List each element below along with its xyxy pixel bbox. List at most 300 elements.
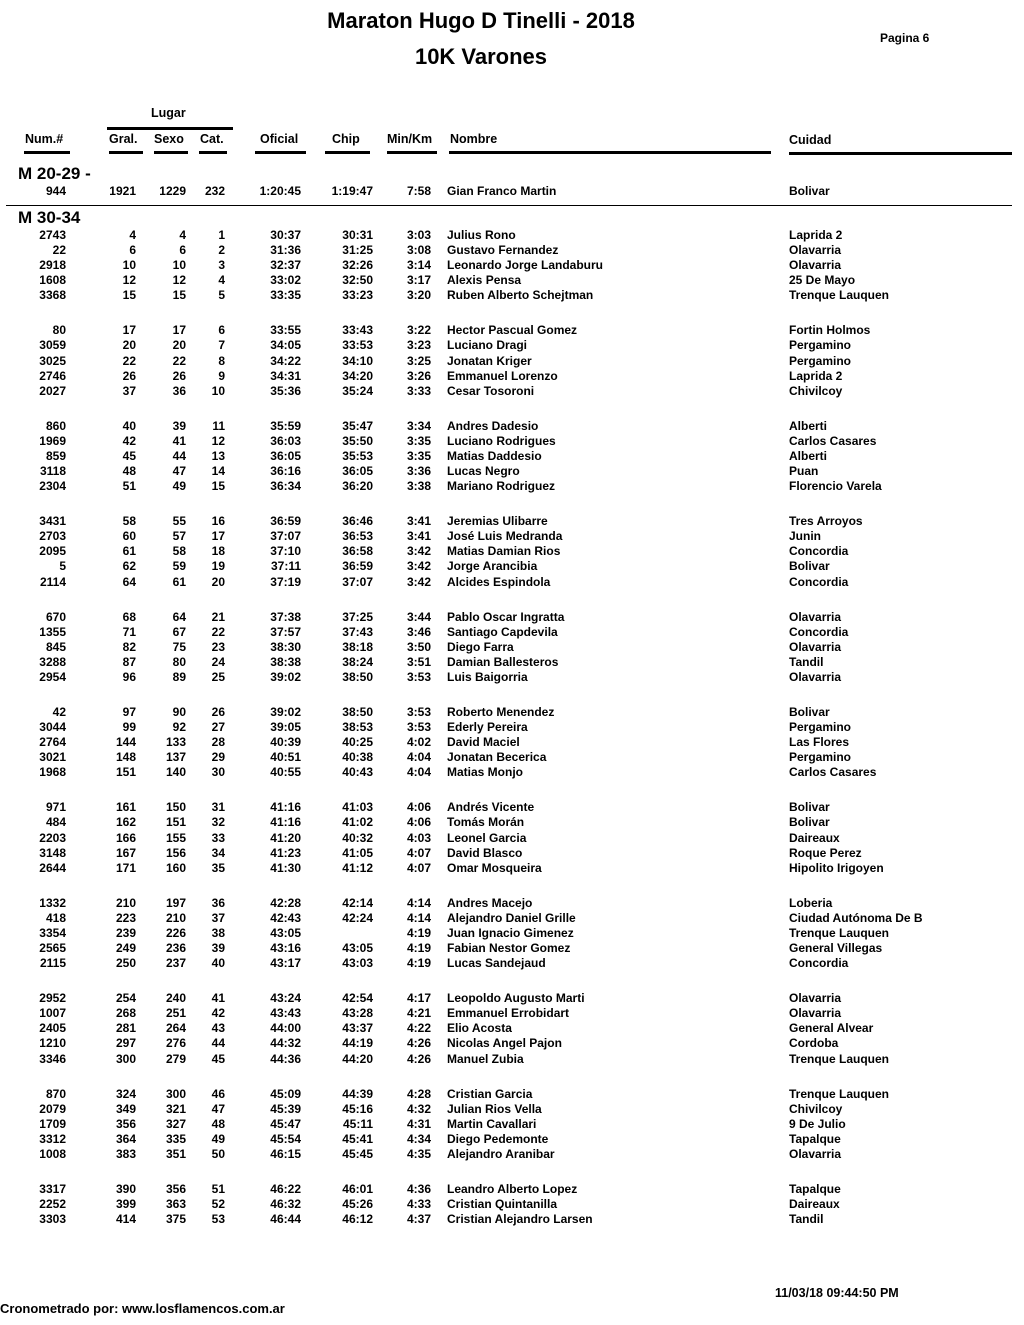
bib-number: 1007 [39,1006,66,1021]
official-time: 41:20 [270,830,301,845]
place-gender: 236 [165,941,186,956]
official-time: 35:36 [270,383,301,398]
pace: 3:41 [406,529,431,544]
place-gender: 36 [172,383,186,398]
table-row [0,670,1024,685]
table-row [0,434,1024,449]
place-gender: 155 [165,830,186,845]
official-time: 33:35 [270,288,301,303]
place-category: 44 [211,1036,225,1051]
place-category: 37 [211,910,225,925]
bib-number: 418 [45,910,66,925]
pace: 4:07 [406,845,431,860]
table-row [0,861,1024,876]
table-row [0,384,1024,399]
pace: 4:35 [406,1146,431,1161]
place-gender: 75 [172,639,186,654]
runner-city: Daireaux [789,1197,840,1212]
place-gender: 1229 [159,184,186,198]
place-category: 53 [211,1212,225,1227]
header-gral: Gral. [109,132,138,146]
runner-city: Florencio Varela [789,479,882,494]
place-overall: 10 [122,258,136,273]
table-row [0,831,1024,846]
place-category: 4 [218,273,225,288]
official-time: 46:22 [270,1182,301,1196]
pace: 3:42 [406,544,431,559]
bib-number: 2703 [39,529,66,544]
runner-name: Jonatan Kriger [447,353,532,368]
runner-city: Carlos Casares [789,433,877,448]
place-category: 34 [211,845,225,860]
bib-number: 3044 [39,720,66,735]
runner-name: Emmanuel Lorenzo [447,368,558,383]
pace: 4:07 [406,860,431,875]
official-time: 39:02 [270,705,301,719]
bib-number: 3021 [39,750,66,765]
official-time: 43:43 [270,1006,301,1021]
place-overall: 96 [122,669,136,684]
table-row [0,559,1024,574]
place-category: 13 [211,448,225,463]
runner-name: Martin Cavallari [447,1116,537,1131]
place-gender: 197 [165,895,186,910]
place-gender: 335 [165,1131,186,1146]
place-overall: 171 [115,860,136,875]
place-category: 31 [211,800,225,815]
chip-time: 46:01 [342,1182,373,1196]
official-time: 42:43 [270,910,301,925]
place-overall: 349 [115,1101,136,1116]
official-time: 45:39 [270,1101,301,1116]
chip-time: 35:50 [342,433,373,448]
header-num: Num.# [25,132,64,146]
place-gender: 210 [165,910,186,925]
place-gender: 150 [165,800,186,815]
bib-number: 3312 [39,1131,66,1146]
place-gender: 90 [172,705,186,719]
official-time: 36:05 [270,448,301,463]
official-time: 37:38 [270,609,301,624]
bib-number: 3431 [39,514,66,529]
runner-name: Nicolas Angel Pajon [447,1036,562,1051]
official-time: 46:15 [270,1146,301,1161]
official-time: 43:24 [270,991,301,1006]
place-category: 39 [211,941,225,956]
official-time: 43:17 [270,956,301,971]
table-row [0,815,1024,830]
table-row [0,184,1024,199]
official-time: 31:36 [270,243,301,258]
pace: 3:46 [406,624,431,639]
runner-name: Cristian Garcia [447,1086,533,1101]
official-time: 41:16 [270,800,301,815]
runner-name: Luciano Dragi [447,338,528,353]
official-time: 44:32 [270,1036,301,1051]
bib-number: 1709 [39,1116,66,1131]
bib-number: 80 [52,323,66,338]
bib-number: 3354 [39,925,66,940]
place-category: 14 [211,464,225,479]
runner-name: David Blasco [447,845,523,860]
place-overall: 45 [122,448,136,463]
runner-city: Tandil [789,1212,824,1227]
runner-city: Cordoba [789,1036,839,1051]
place-overall: 87 [122,654,136,669]
runner-city: Las Flores [789,735,850,750]
place-gender: 12 [172,273,186,288]
place-overall: 40 [122,418,136,433]
pace: 3:14 [406,258,431,273]
runner-name: Pablo Oscar Ingratta [447,609,565,624]
official-time: 1:20:45 [259,184,301,198]
place-category: 24 [211,654,225,669]
place-gender: 20 [172,338,186,353]
place-overall: 281 [115,1021,136,1036]
chip-time: 31:25 [342,243,373,258]
chip-time: 37:07 [342,574,373,589]
table-row [0,991,1024,1006]
place-gender: 41 [172,433,186,448]
official-time: 46:44 [270,1212,301,1227]
table-row [0,273,1024,288]
place-category: 232 [204,184,225,198]
table-row [0,338,1024,353]
place-category: 22 [211,624,225,639]
table-row [0,514,1024,529]
table-row [0,625,1024,640]
place-gender: 55 [172,514,186,529]
runner-city: General Villegas [789,941,883,956]
table-row [0,911,1024,926]
header-nombre: Nombre [450,132,498,146]
place-overall: 4 [129,228,136,242]
runner-city: Roque Perez [789,845,862,860]
place-category: 32 [211,815,225,830]
runner-name: Santiago Capdevila [447,624,558,639]
place-category: 10 [211,383,225,398]
runner-name: Mariano Rodriguez [447,479,556,494]
place-overall: 48 [122,464,136,479]
table-row [0,1087,1024,1102]
runner-name: José Luis Medranda [447,529,563,544]
place-gender: 59 [172,559,186,574]
bib-number: 670 [45,609,66,624]
chip-time: 43:37 [342,1021,373,1036]
chip-time: 30:31 [342,228,373,242]
pace: 3:22 [406,323,431,338]
category-heading: M 20-29 - [18,164,91,183]
place-overall: 6 [129,243,136,258]
page-number: Pagina 6 [880,31,930,45]
chip-time: 43:03 [342,956,373,971]
header-lugar: Lugar [151,106,186,120]
bib-number: 42 [52,705,66,719]
bib-number: 2764 [39,735,66,750]
place-gender: 64 [172,609,186,624]
chip-time: 34:10 [342,353,373,368]
place-category: 35 [211,860,225,875]
chip-time: 42:54 [342,991,373,1006]
table-row [0,1117,1024,1132]
place-category: 9 [218,368,225,383]
place-overall: 364 [115,1131,136,1146]
runner-city: Trenque Lauquen [789,1086,890,1101]
chip-time: 44:19 [342,1036,373,1051]
table-row [0,896,1024,911]
chip-time: 40:43 [342,765,373,780]
pace: 3:23 [406,338,431,353]
runner-city: Bolivar [789,815,830,830]
place-overall: 26 [122,368,136,383]
table-row [0,705,1024,720]
runner-city: Bolivar [789,184,830,198]
place-overall: 414 [115,1212,136,1227]
official-time: 39:02 [270,669,301,684]
chip-time: 45:16 [342,1101,373,1116]
place-overall: 300 [115,1051,136,1066]
bib-number: 3288 [39,654,66,669]
place-overall: 161 [115,800,136,815]
place-category: 33 [211,830,225,845]
place-overall: 383 [115,1146,136,1161]
official-time: 38:38 [270,654,301,669]
bib-number: 2079 [39,1101,66,1116]
runner-city: Olavarria [789,669,842,684]
official-time: 43:05 [270,925,301,940]
pace: 3:03 [406,228,431,242]
runner-name: Cristian Alejandro Larsen [447,1212,593,1227]
runner-name: Emmanuel Errobidart [447,1006,570,1021]
bib-number: 2952 [39,991,66,1006]
bib-number: 2918 [39,258,66,273]
place-gender: 160 [165,860,186,875]
place-gender: 92 [172,720,186,735]
place-category: 26 [211,705,225,719]
table-row [0,243,1024,258]
place-overall: 12 [122,273,136,288]
place-overall: 68 [122,609,136,624]
bib-number: 3059 [39,338,66,353]
runner-name: Alcides Espindola [447,574,551,589]
chip-time: 40:25 [342,735,373,750]
table-row [0,956,1024,971]
table-row [0,288,1024,303]
runner-city: General Alvear [789,1021,874,1036]
runner-name: Cesar Tosoroni [447,383,535,398]
bib-number: 2954 [39,669,66,684]
runner-name: Andres Macejo [447,895,533,910]
official-time: 30:37 [270,228,301,242]
pace: 4:04 [406,750,431,765]
place-overall: 223 [115,910,136,925]
pace: 3:53 [406,705,431,719]
table-row [0,258,1024,273]
pace: 4:17 [406,991,431,1006]
category-heading: M 30-34 [18,208,81,227]
bib-number: 2027 [39,383,66,398]
pace: 3:42 [406,574,431,589]
pace: 4:28 [406,1086,431,1101]
chip-time: 40:32 [342,830,373,845]
place-category: 8 [218,353,225,368]
bib-number: 2746 [39,368,66,383]
runner-name: Alexis Pensa [447,273,522,288]
runner-name: Cristian Quintanilla [447,1197,558,1212]
chip-time: 46:12 [342,1212,373,1227]
pace: 3:51 [406,654,431,669]
runner-city: Carlos Casares [789,765,877,780]
runner-name: Ruben Alberto Schejtman [447,288,594,303]
chip-time: 38:53 [342,720,373,735]
runner-name: Fabian Nestor Gomez [447,941,571,956]
runner-name: Julius Rono [447,228,516,242]
header-sexo: Sexo [154,132,184,146]
runner-city: Laprida 2 [789,368,843,383]
page-subtitle: 10K Varones [414,44,548,69]
official-time: 35:59 [270,418,301,433]
chip-time: 35:53 [342,448,373,463]
place-overall: 17 [122,323,136,338]
place-gender: 4 [179,228,186,242]
table-row [0,655,1024,670]
table-row [0,926,1024,941]
header-minkm: Min/Km [387,132,433,146]
place-overall: 250 [115,956,136,971]
chip-time: 35:24 [342,383,373,398]
chip-time: 45:45 [342,1146,373,1161]
place-category: 2 [218,243,225,258]
place-category: 16 [211,514,225,529]
place-overall: 58 [122,514,136,529]
place-overall: 82 [122,639,136,654]
chip-time: 36:53 [342,529,373,544]
pace: 3:42 [406,559,431,574]
place-category: 30 [211,765,225,780]
bib-number: 3118 [39,464,66,479]
bib-number: 1008 [39,1146,66,1161]
pace: 4:19 [406,941,431,956]
place-gender: 321 [165,1101,186,1116]
runner-city: Junin [789,529,821,544]
runner-city: Olavarria [789,258,842,273]
official-time: 38:30 [270,639,301,654]
place-category: 15 [211,479,225,494]
runner-name: Leandro Alberto Lopez [447,1182,578,1196]
runner-city: Trenque Lauquen [789,925,890,940]
place-gender: 58 [172,544,186,559]
runner-name: Alejandro Aranibar [447,1146,555,1161]
place-gender: 6 [179,243,186,258]
runner-name: Roberto Menendez [447,705,555,719]
runner-name: Omar Mosqueira [447,860,542,875]
official-time: 44:00 [270,1021,301,1036]
place-category: 27 [211,720,225,735]
bib-number: 3368 [39,288,66,303]
pace: 3:38 [406,479,431,494]
runner-city: Puan [789,464,819,479]
place-category: 40 [211,956,225,971]
table-row [0,846,1024,861]
header-cat: Cat. [200,132,224,146]
official-time: 37:10 [270,544,301,559]
runner-city: Trenque Lauquen [789,288,890,303]
bib-number: 971 [45,800,66,815]
place-gender: 375 [165,1212,186,1227]
table-row [0,479,1024,494]
runner-name: Gustavo Fernandez [447,243,559,258]
chip-time: 43:05 [342,941,373,956]
place-overall: 356 [115,1116,136,1131]
place-gender: 226 [165,925,186,940]
runner-name: Tomás Morán [447,815,525,830]
place-category: 43 [211,1021,225,1036]
chip-time: 32:26 [342,258,373,273]
timing-credit: Cronometrado por: www.losflamencos.com.ar [0,1301,285,1316]
pace: 3:41 [406,514,431,529]
chip-time: 41:03 [342,800,373,815]
runner-name: Leopoldo Augusto Marti [447,991,585,1006]
runner-city: Olavarria [789,639,842,654]
place-overall: 268 [115,1006,136,1021]
chip-time: 42:14 [342,895,373,910]
bib-number: 2405 [39,1021,66,1036]
chip-time: 32:50 [342,273,373,288]
official-time: 40:39 [270,735,301,750]
bib-number: 2203 [39,830,66,845]
place-category: 25 [211,669,225,684]
pace: 4:26 [406,1036,431,1051]
runner-name: Hector Pascual Gomez [447,323,578,338]
place-category: 18 [211,544,225,559]
place-gender: 61 [172,574,186,589]
place-gender: 251 [165,1006,186,1021]
pace: 4:02 [406,735,431,750]
place-gender: 363 [165,1197,186,1212]
runner-city: Pergamino [789,353,852,368]
runner-name: Gian Franco Martin [447,184,557,198]
official-time: 32:37 [270,258,301,273]
chip-time: 33:53 [342,338,373,353]
place-gender: 22 [172,353,186,368]
chip-time: 41:05 [342,845,373,860]
place-gender: 133 [165,735,186,750]
runner-city: Olavarria [789,243,842,258]
runner-city: Concordia [789,574,849,589]
table-row [0,529,1024,544]
runner-name: Jeremias Ulibarre [447,514,548,529]
chip-time: 36:46 [342,514,373,529]
runner-name: Julian Rios Vella [447,1101,542,1116]
runner-name: Lucas Negro [447,464,520,479]
place-overall: 151 [115,765,136,780]
bib-number: 3148 [39,845,66,860]
place-overall: 324 [115,1086,136,1101]
place-gender: 67 [172,624,186,639]
table-row [0,640,1024,655]
chip-time: 42:24 [342,910,373,925]
runner-city: Chivilcoy [789,383,843,398]
place-category: 1 [218,228,225,242]
place-gender: 240 [165,991,186,1006]
runner-city: Pergamino [789,720,852,735]
place-gender: 80 [172,654,186,669]
pace: 3:20 [406,288,431,303]
official-time: 34:22 [270,353,301,368]
chip-time: 36:58 [342,544,373,559]
bib-number: 5 [59,559,66,574]
header-chip: Chip [332,132,360,146]
